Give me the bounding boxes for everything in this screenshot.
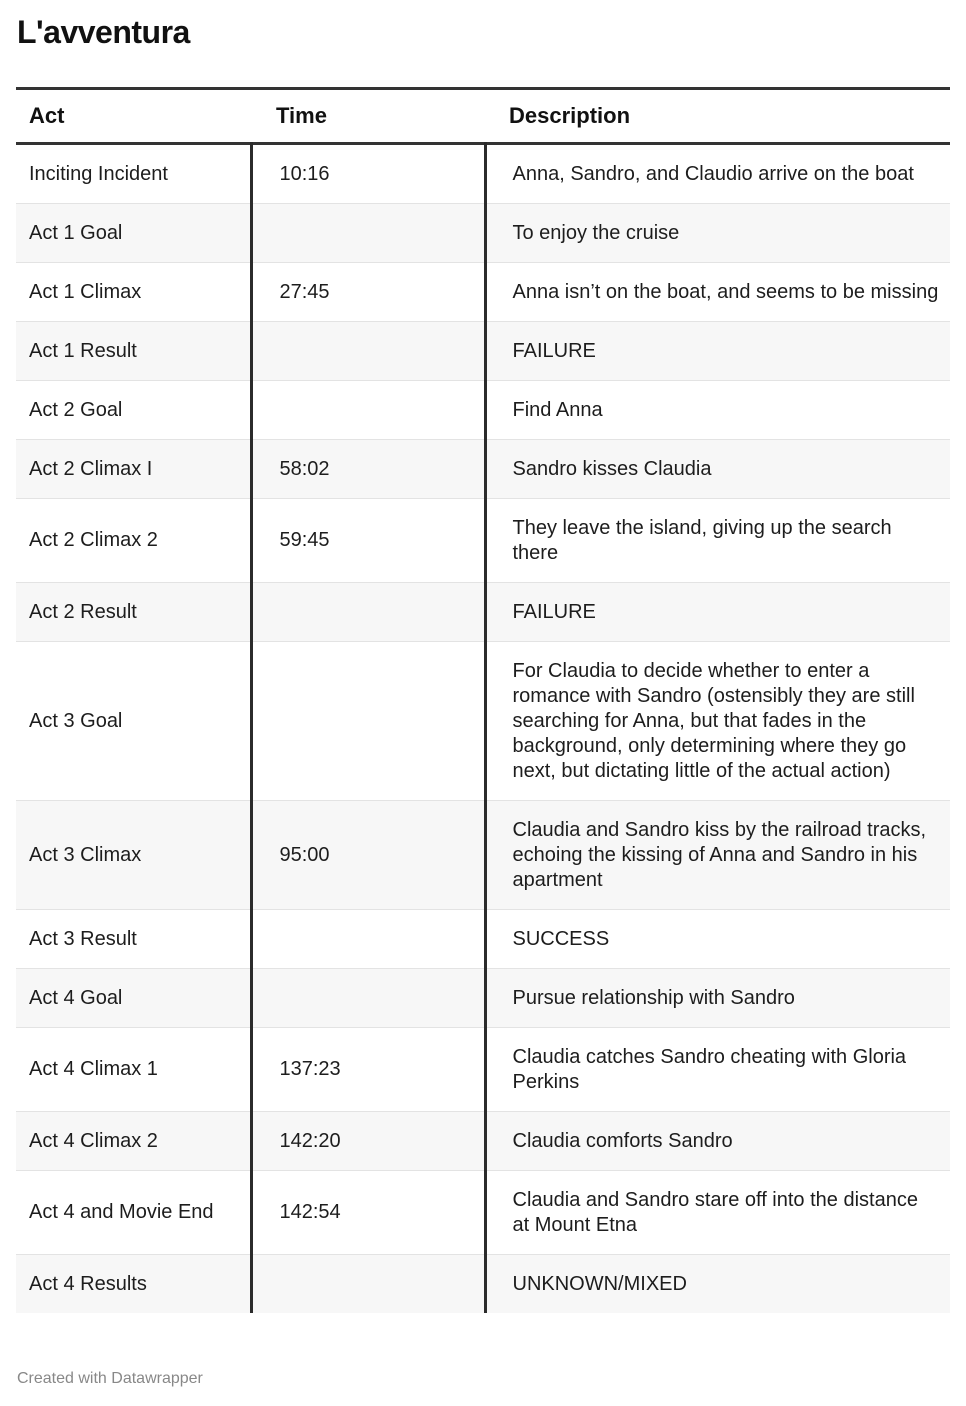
time-cell: 59:45 xyxy=(251,499,485,583)
table-row xyxy=(16,263,950,322)
time-cell xyxy=(251,969,485,1028)
description-cell: Pursue relationship with Sandro xyxy=(485,969,950,1028)
description-cell: Claudia catches Sandro cheating with Gloria Perkins xyxy=(485,1028,950,1112)
column-header-act[interactable]: Act xyxy=(29,103,65,128)
table-row xyxy=(16,969,950,1028)
footer-credit: Created with Datawrapper xyxy=(17,1370,203,1387)
description-cell: Anna isn’t on the boat, and seems to be missing xyxy=(485,263,950,322)
time-cell xyxy=(251,322,485,381)
description-cell: Claudia comforts Sandro xyxy=(485,1112,950,1171)
time-cell: 27:45 xyxy=(251,263,485,322)
time-cell: 95:00 xyxy=(251,801,485,910)
table-row xyxy=(16,1171,950,1255)
act-cell: Act 3 Goal xyxy=(29,709,123,732)
column-header-time[interactable]: Time xyxy=(276,103,327,128)
table-row xyxy=(16,801,950,910)
act-cell: Act 2 Goal xyxy=(29,398,123,421)
time-cell xyxy=(251,204,485,263)
time-cell: 142:54 xyxy=(251,1171,485,1255)
description-cell: To enjoy the cruise xyxy=(485,204,950,263)
act-cell: Act 2 Climax 2 xyxy=(29,529,158,551)
table-row xyxy=(16,910,950,969)
act-cell: Act 3 Climax xyxy=(29,843,142,866)
column-header-description[interactable]: Description xyxy=(509,103,631,128)
table-row xyxy=(16,144,950,204)
description-cell: FAILURE xyxy=(485,583,950,642)
act-cell: Act 1 Goal xyxy=(29,221,123,244)
table-row xyxy=(16,204,950,263)
time-cell xyxy=(251,910,485,969)
act-cell: Act 3 Result xyxy=(29,927,137,950)
time-cell: 137:23 xyxy=(251,1028,485,1112)
description-cell: FAILURE xyxy=(485,322,950,381)
description-cell: Claudia and Sandro stare off into the distance at Mount Etna xyxy=(485,1171,950,1255)
time-cell xyxy=(251,381,485,440)
table-row xyxy=(16,1255,950,1314)
table-row xyxy=(16,322,950,381)
time-cell xyxy=(251,1255,485,1314)
chart-title: L'avventura xyxy=(17,14,190,50)
table-row xyxy=(16,381,950,440)
table-header-row xyxy=(16,89,950,144)
time-cell: 58:02 xyxy=(251,440,485,499)
description-cell: Claudia and Sandro kiss by the railroad tracks, echoing the kissing of Anna and Sandro in his apartment xyxy=(485,801,950,910)
description-cell: UNKNOWN/MIXED xyxy=(485,1255,950,1314)
description-cell: For Claudia to decide whether to enter a romance with Sandro (ostensibly they are still searching for Anna, but that fades in the background, only determining where they go next, but dictating little of the actual action) xyxy=(485,642,950,801)
acts-table xyxy=(16,87,950,1313)
table-row xyxy=(16,642,950,801)
act-cell: Act 4 Climax 1 xyxy=(29,1058,158,1080)
act-cell: Act 2 Climax I xyxy=(29,457,153,480)
table-row xyxy=(16,1112,950,1171)
description-cell: Anna, Sandro, and Claudio arrive on the boat xyxy=(485,144,950,204)
time-cell: 142:20 xyxy=(251,1112,485,1171)
act-cell: Act 4 Climax 2 xyxy=(29,1129,158,1152)
description-cell: Sandro kisses Claudia xyxy=(485,440,950,499)
act-cell: Act 4 Results xyxy=(29,1272,147,1295)
time-cell: 10:16 xyxy=(251,144,485,204)
act-cell: Act 2 Result xyxy=(29,600,137,623)
act-cell: Act 4 Goal xyxy=(29,986,123,1009)
act-cell: Act 1 Result xyxy=(29,339,137,362)
table-row xyxy=(16,440,950,499)
time-cell xyxy=(251,642,485,801)
act-cell: Act 1 Climax xyxy=(29,280,142,303)
act-cell: Inciting Incident xyxy=(29,162,168,185)
time-cell xyxy=(251,583,485,642)
table-row xyxy=(16,1028,950,1112)
act-cell: Act 4 and Movie End xyxy=(29,1201,214,1223)
description-cell: They leave the island, giving up the search there xyxy=(485,499,950,583)
description-cell: Find Anna xyxy=(485,381,950,440)
table-row xyxy=(16,583,950,642)
table-row xyxy=(16,499,950,583)
description-cell: SUCCESS xyxy=(485,910,950,969)
